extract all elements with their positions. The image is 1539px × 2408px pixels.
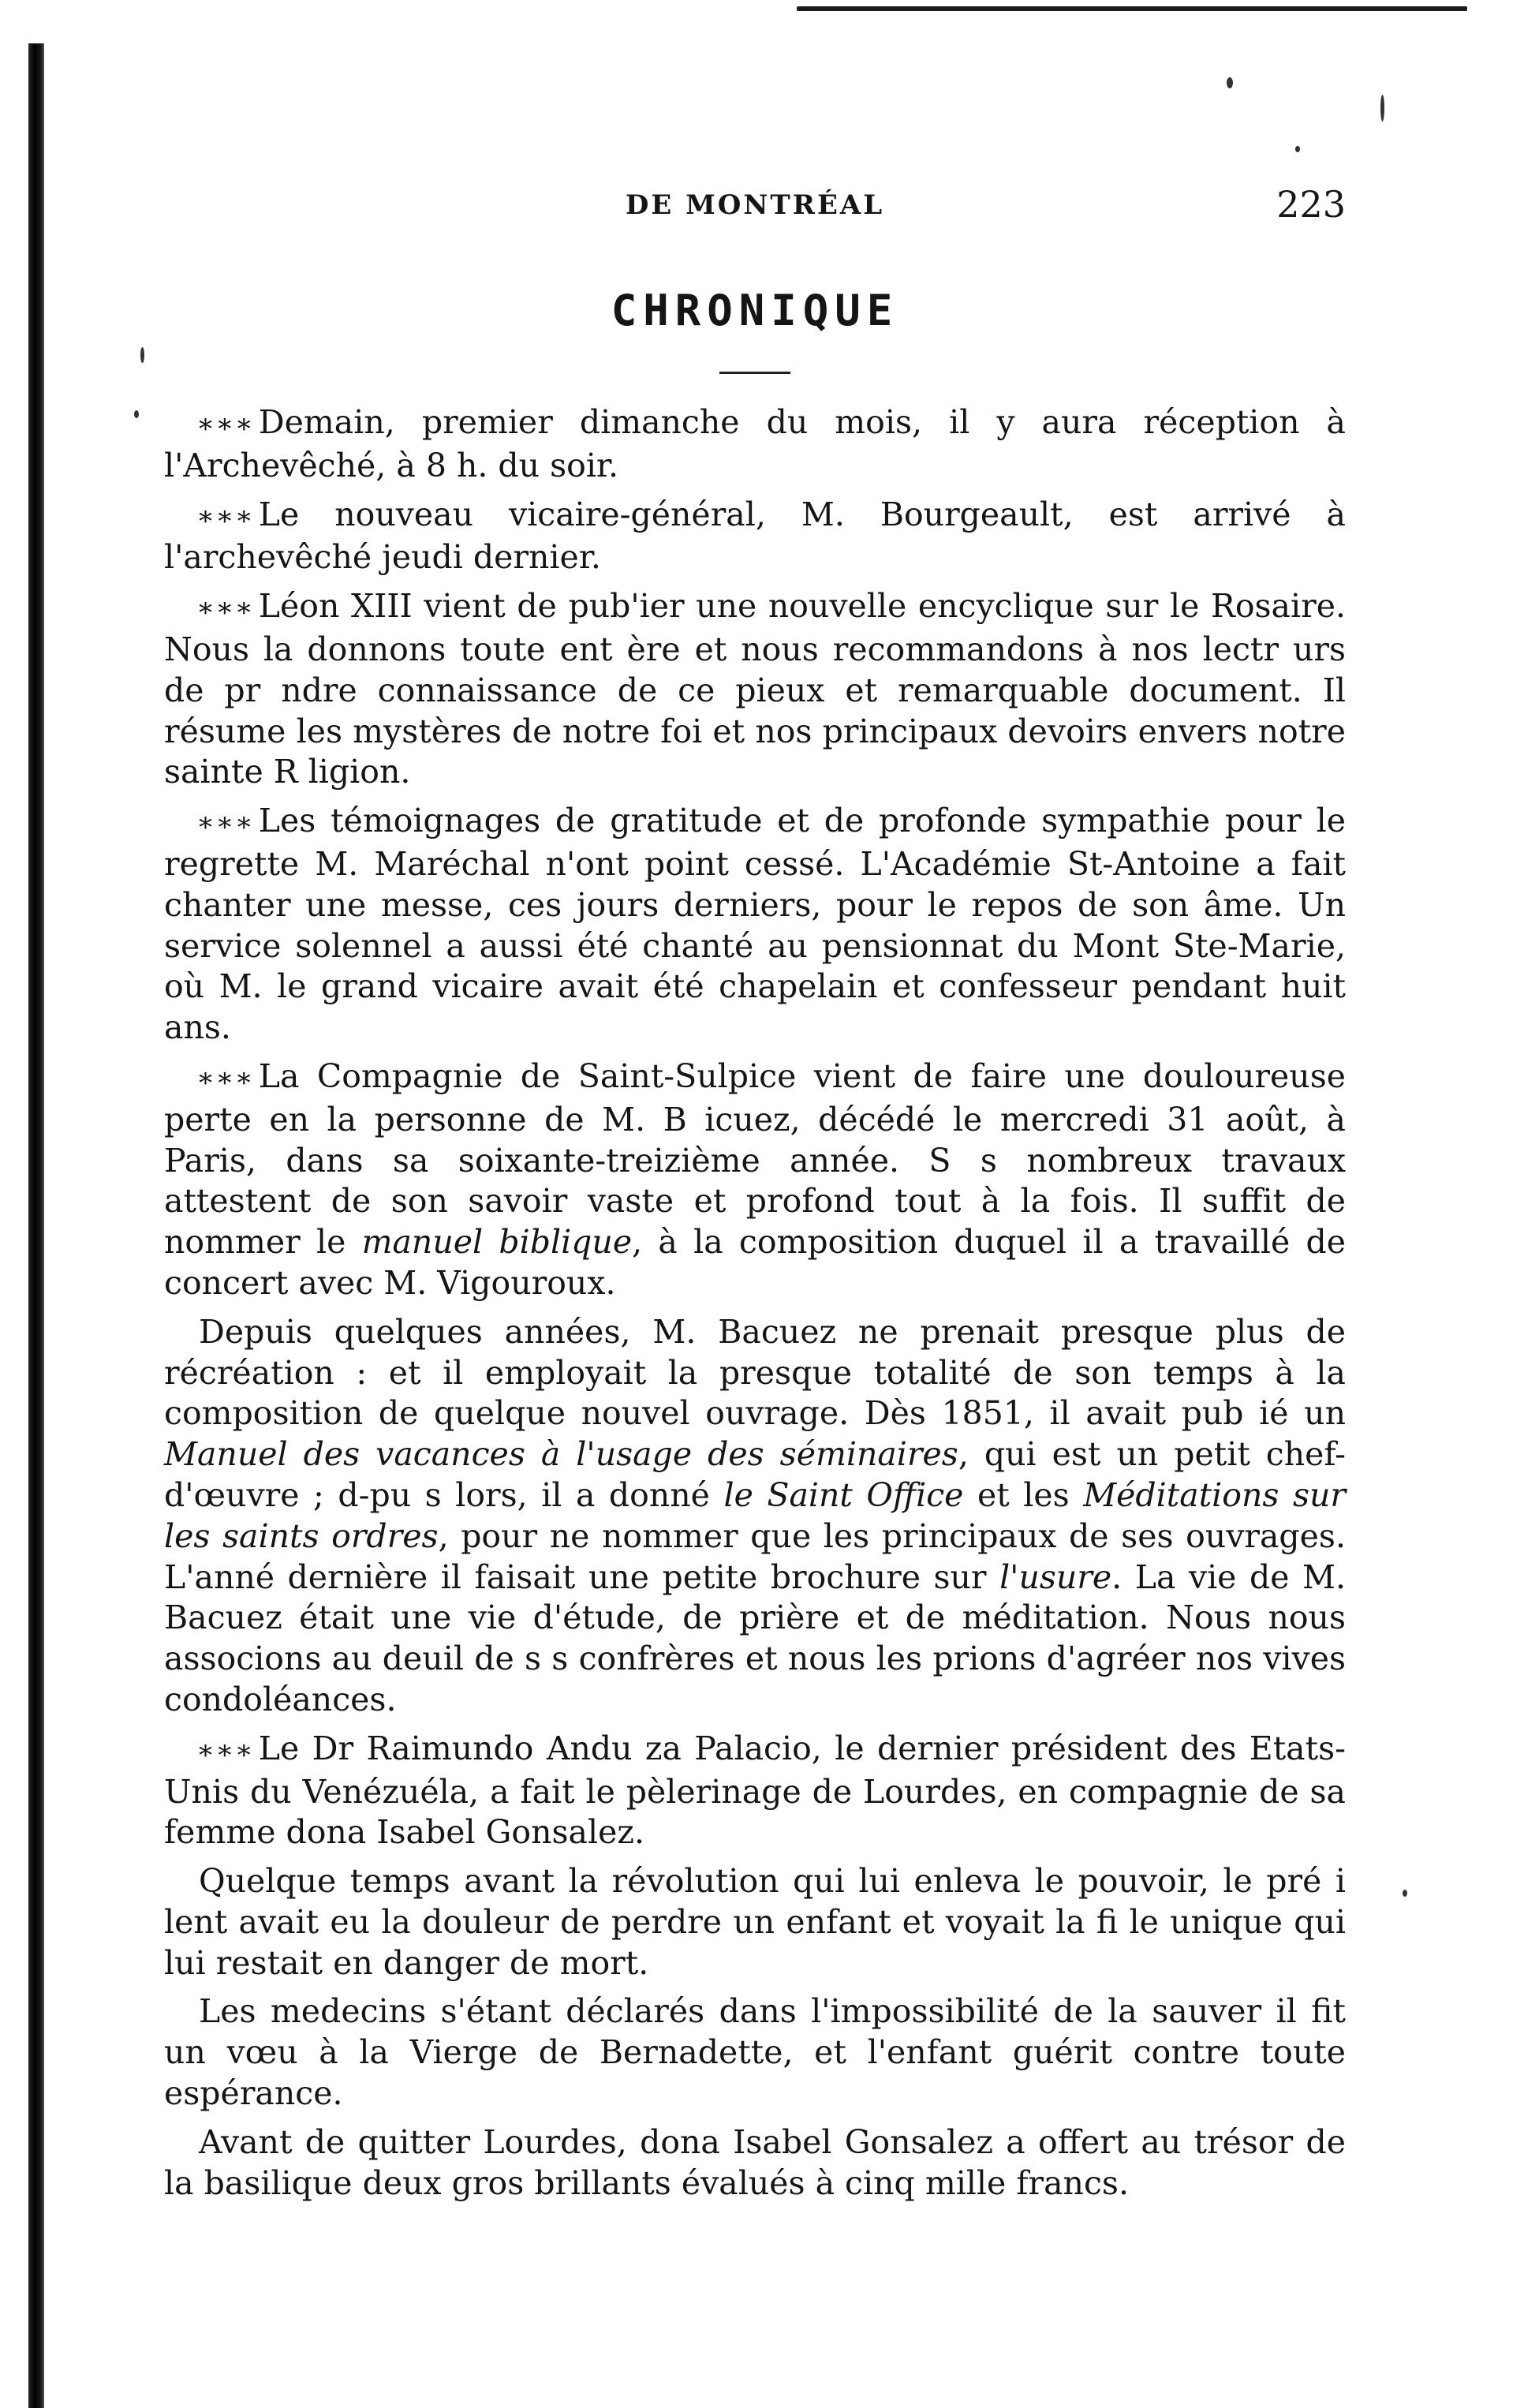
paragraph-text: et les bbox=[963, 1475, 1084, 1514]
asterism-marker: * * * bbox=[199, 413, 252, 445]
paragraph-text: Depuis quelques années, M. Bacuez ne prenait presque plus de récréation : et il employait la presque totalité de son temps à la composition de quelque nouvel ouvrage. Dès 1851, il avait pub ié un bbox=[164, 1312, 1346, 1433]
asterism-marker: * * * bbox=[199, 1067, 252, 1099]
scan-speck bbox=[1227, 77, 1233, 88]
chronicle-paragraph bbox=[164, 801, 1346, 1049]
title-divider bbox=[719, 372, 790, 374]
scan-speck bbox=[134, 410, 139, 418]
chronicle-paragraph bbox=[164, 1861, 1346, 1984]
paragraph-text: . La vie de M. Bacuez était une vie d'étude, de prière et de méditation. Nous nous associons au deuil de s s confrères et nous les prions d'agréer nos vives condoléances. bbox=[164, 1557, 1347, 1718]
paragraph-text: Avant de quitter Lourdes, dona Isabel Gonsalez a offert au trésor de la basilique deux gros brillants évalués à cinq mille francs. bbox=[164, 2122, 1346, 2202]
chronicle-body bbox=[164, 402, 1346, 2204]
document-page bbox=[164, 158, 1346, 2212]
chronicle-paragraph bbox=[164, 1991, 1346, 2114]
paragraph-text: , pour ne nommer que les principaux de ses ouvrages. L'anné dernière il faisait une petite brochure sur bbox=[164, 1516, 1346, 1596]
italic-title: Manuel des vacances à l'usage des séminaires bbox=[164, 1435, 958, 1474]
running-title: DE MONTRÉAL bbox=[625, 189, 885, 221]
italic-title: le Saint Office bbox=[723, 1475, 964, 1514]
chronicle-paragraph bbox=[164, 402, 1346, 487]
scan-top-rule bbox=[797, 6, 1467, 11]
running-header bbox=[164, 183, 1346, 230]
paragraph-text: Demain, premier dimanche du mois, il y aura réception à l'Archevêché, à 8 h. du soir. bbox=[164, 403, 1346, 484]
section-title: CHRONIQUE bbox=[611, 286, 899, 335]
paragraph-text: Léon XIII vient de pub'ier une nouvelle encyclique sur le Rosaire. Nous la donnons toute ent ère et nous recommandons à nos lectr urs de pr ndre connaissance de ce pieux et remarquable document. Il résume les mystères de notre foi et nos principaux devoirs envers notre sainte R ligion. bbox=[164, 587, 1346, 791]
chronicle-paragraph bbox=[164, 1312, 1346, 1721]
scan-speck bbox=[1295, 146, 1300, 152]
scan-page-edge bbox=[28, 43, 44, 2408]
italic-title: l'usure bbox=[999, 1557, 1112, 1596]
scan-speck bbox=[1403, 1890, 1407, 1897]
page-number: 223 bbox=[1276, 183, 1346, 226]
chronicle-paragraph bbox=[164, 1056, 1346, 1304]
paragraph-text: Le nouveau vicaire-général, M. Bourgeault, est arrivé à l'archevêché jeudi dernier. bbox=[164, 495, 1346, 577]
asterism-marker: * * * bbox=[199, 812, 252, 844]
italic-title: Méditations sur les saints ordres bbox=[164, 1475, 1347, 1555]
chronicle-paragraph bbox=[164, 495, 1346, 579]
paragraph-text: La Compagnie de Saint-Sulpice vient de faire une douloureuse perte en la personne de M. B icuez, décédé le mercredi 31 août, à Paris, dans sa soixante-treizième année. S s nombreux travaux attestent de son savoir vaste et profond tout à la fois. Il suffit de nommer le bbox=[164, 1056, 1346, 1262]
paragraph-text: Le Dr Raimundo Andu za Palacio, le dernier président des Etats-Unis du Venézuéla, a fait le pèlerinage de Lourdes, en compagnie de sa femme dona Isabel Gonsalez. bbox=[164, 1729, 1346, 1852]
italic-title: manuel biblique bbox=[361, 1223, 633, 1262]
asterism-marker: * * * bbox=[199, 1739, 252, 1771]
paragraph-text: , qui est un petit chef-d'œuvre ; d-pu s lors, il a donné bbox=[164, 1435, 1346, 1514]
asterism-marker: * * * bbox=[199, 597, 252, 630]
scan-speck bbox=[1380, 95, 1384, 122]
chronicle-paragraph bbox=[164, 1729, 1346, 1853]
chronicle-paragraph bbox=[164, 586, 1346, 793]
paragraph-text: Les témoignages de gratitude et de profonde sympathie pour le regrette M. Maréchal n'ont point cessé. L'Académie St-Antoine a fait chanter une messe, ces jours derniers, pour le repos de son âme. Un service solennel a aussi été chanté au pensionnat du Mont Ste-Marie, où M. le grand vicaire avait été chapelain et confesseur pendant huit ans. bbox=[164, 802, 1346, 1047]
paragraph-text: Les medecins s'étant déclarés dans l'impossibilité de la sauver il fit un vœu à la Vierge de Bernadette, et l'enfant guérit contre toute espérance. bbox=[164, 1992, 1346, 2113]
scan-speck bbox=[140, 347, 144, 363]
paragraph-text: Quelque temps avant la révolution qui lui enleva le pouvoir, le pré i lent avait eu la douleur de perdre un enfant et voyait la fi le unique qui lui restait en danger de mort. bbox=[164, 1862, 1346, 1982]
asterism-marker: * * * bbox=[199, 505, 252, 537]
paragraph-text: , à la composition duquel il a travaillé de concert avec M. Vigouroux. bbox=[164, 1223, 1347, 1302]
chronicle-paragraph bbox=[164, 2122, 1346, 2204]
